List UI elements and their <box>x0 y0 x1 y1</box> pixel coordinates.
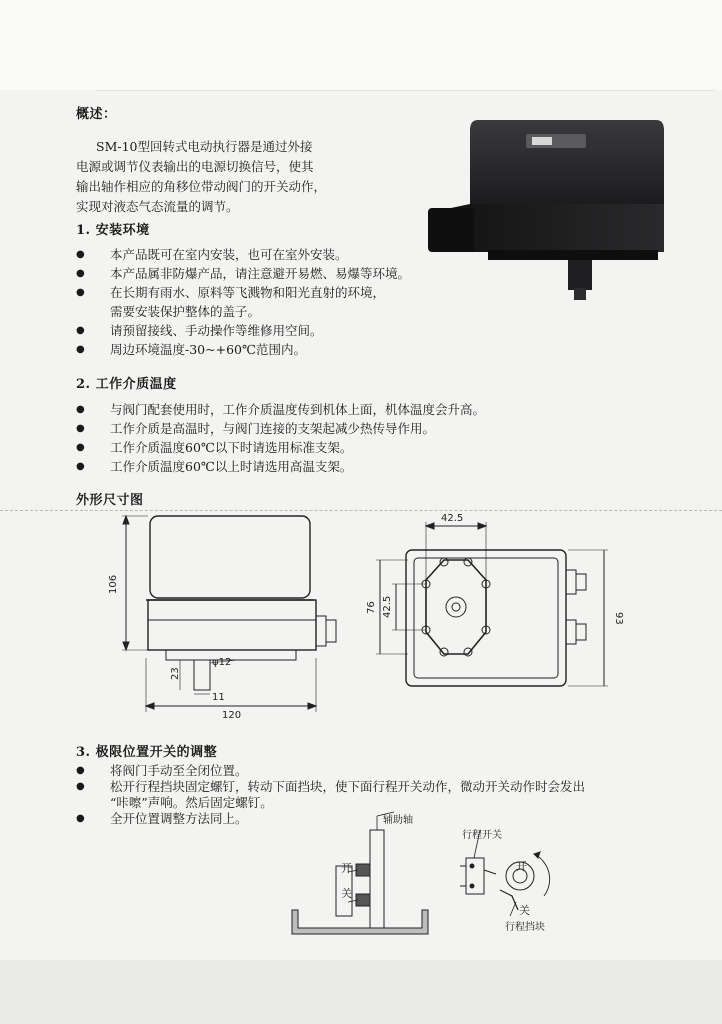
actuator-photo <box>428 112 666 302</box>
overview-line-4: 实现对液态气态流量的调节。 <box>76 199 239 214</box>
list-item: ● 将阀门手动至全闭位置。 <box>76 763 696 779</box>
dim-hole-span-vertical: 42.5 <box>382 595 393 618</box>
list-item: ● 在长期有雨水、原料等飞溅物和阳光直射的环境， <box>76 283 456 302</box>
list-item: ● 松开行程挡块固定螺钉，转动下面挡块，使下面行程开关动作，微动开关动作时会发出 <box>76 779 696 795</box>
open-label-left: 开 <box>341 862 352 875</box>
limit-switch-label: 行程开关 <box>462 830 502 841</box>
top-view <box>376 522 608 686</box>
section2-list <box>76 400 636 476</box>
overview-line-1: SM-10型回转式电动执行器是通过外接 <box>96 139 313 154</box>
list-item: ● 工作介质温度60℃以下时请选用标准支架。 <box>76 438 636 457</box>
dim-shaft-length: 23 <box>170 667 181 680</box>
section3-title: 3. 极限位置开关的调整 <box>76 745 218 760</box>
list-item-continuation: “咔嚓”声响。然后固定螺钉。 <box>110 795 273 810</box>
page-bottom-shadow <box>0 960 722 1024</box>
page-top-margin <box>0 0 722 90</box>
dimension-drawing <box>108 508 638 718</box>
list-item: ● 与阀门配套使用时，工作介质温度传到机体上面，机体温度会升高。 <box>76 400 636 419</box>
open-label-right: 开 <box>516 860 527 873</box>
list-item-continuation: 需要安装保护整体的盖子。 <box>110 304 261 319</box>
dim-shaft-diameter: φ12 <box>212 657 232 668</box>
list-item: ● 本产品属非防爆产品，请注意避开易燃、易爆等环境。 <box>76 264 456 283</box>
dim-inner-height: 76 <box>366 601 377 614</box>
list-item: ● 全开位置调整方法同上。 <box>76 811 696 827</box>
list-item: ● 周边环境温度-30~+60℃范围内。 <box>76 340 456 359</box>
side-view <box>122 516 336 712</box>
overview-title: 概述： <box>76 107 117 122</box>
section1-list <box>76 245 456 359</box>
close-label-right: 关 <box>519 904 530 917</box>
limit-switch-figure <box>290 810 590 940</box>
dim-outer-height: 93 <box>613 612 624 625</box>
list-item: ● 本产品既可在室内安装，也可在室外安装。 <box>76 245 456 264</box>
list-item: ● 工作介质温度60℃以上时请选用高温支架。 <box>76 457 636 476</box>
dims-title: 外形尺寸图 <box>76 493 144 508</box>
dim-hole-span: 42.5 <box>441 513 464 524</box>
section1-title: 1. 安装环境 <box>76 223 150 238</box>
list-item: ● 工作介质是高温时，与阀门连接的支架起减少热传导作用。 <box>76 419 636 438</box>
close-label-left: 关 <box>341 887 352 900</box>
dim-side-width: 120 <box>222 710 242 718</box>
stop-block-label: 行程挡块 <box>505 922 545 933</box>
overview-line-3: 输出轴作相应的角移位带动阀门的开关动作， <box>76 179 327 194</box>
dim-side-height: 106 <box>108 574 119 594</box>
overview-line-2: 电源或调节仪表输出的电源切换信号，使其 <box>76 159 314 174</box>
dim-key-width: 11 <box>212 692 225 703</box>
aux-shaft-label: 辅助轴 <box>383 815 413 826</box>
section2-title: 2. 工作介质温度 <box>76 377 177 392</box>
list-item: ● 请预留接线、手动操作等维修用空间。 <box>76 321 456 340</box>
